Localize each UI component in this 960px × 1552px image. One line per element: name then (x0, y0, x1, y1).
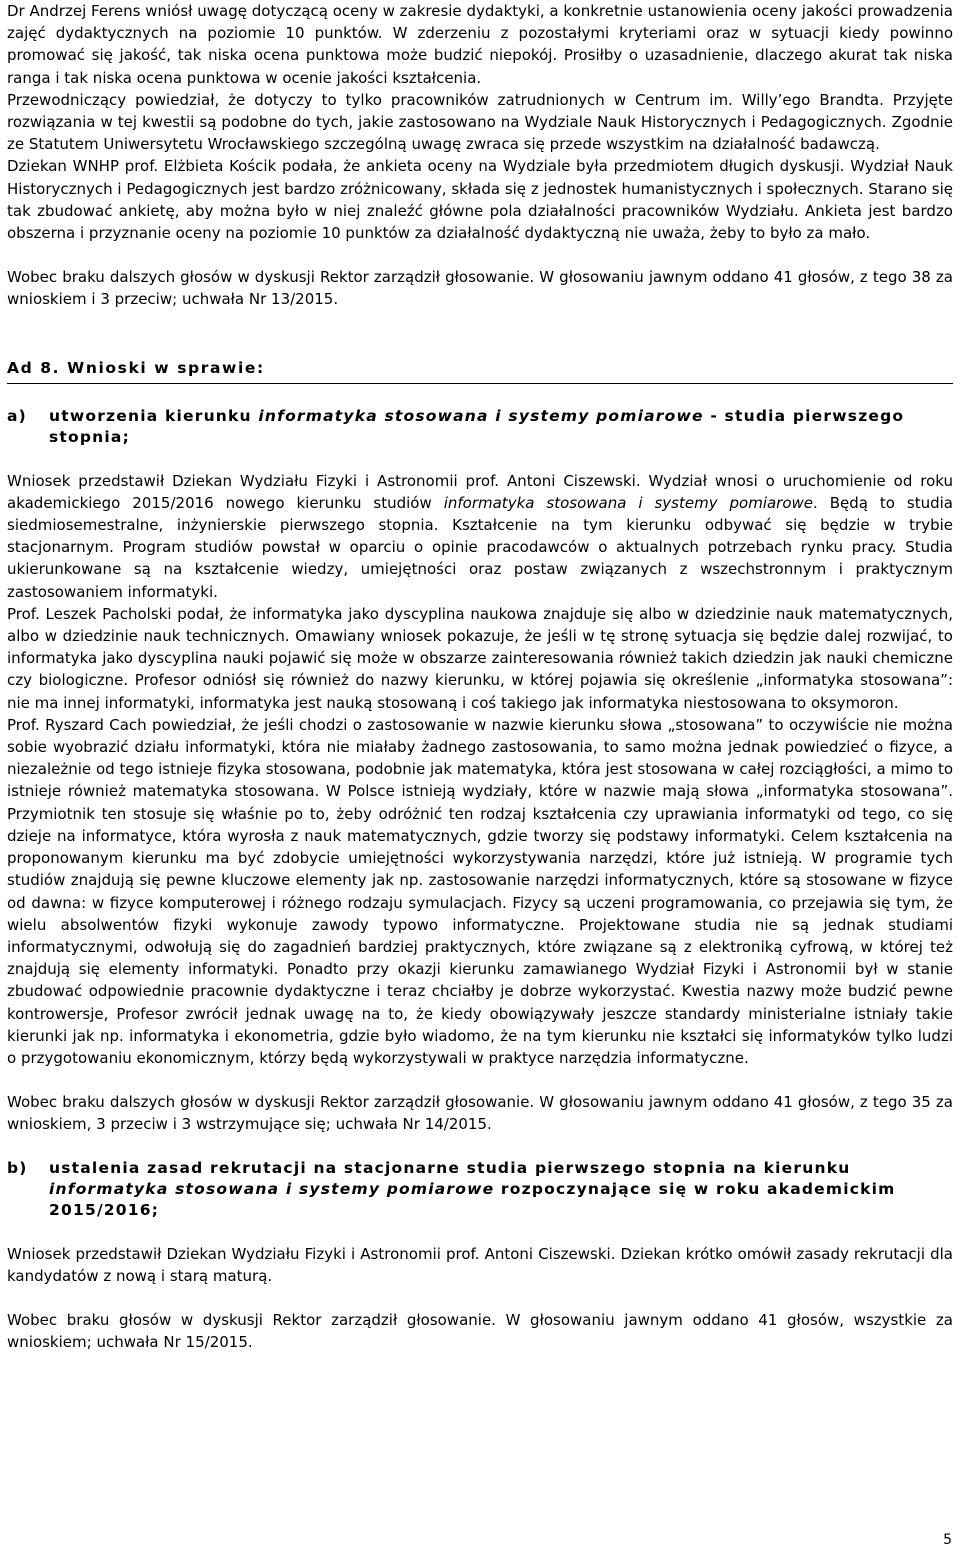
item-a-title: utworzenia kierunku informatyka stosowana i systemy pomiarowe - studia pierwszego stopnia; (49, 406, 905, 446)
document-page (7, 0, 953, 1353)
item-a-heading (7, 406, 953, 448)
paragraph-item-b-intro: Wniosek przedstawił Dziekan Wydziału Fizyki i Astronomii prof. Antoni Ciszewski. Dziekan krótko omówił zasady rekrutacji dla kandydatów z nową i starą maturą. (7, 1244, 953, 1285)
paragraph-chairman: Przewodniczący powiedział, że dotyczy to tylko pracowników zatrudnionych w Centrum im. Willy’ego Brandta. Przyjęte rozwiązania w tej kwestii są podobne do tych, jakie zastosowano na Wydziale Nauk Historycznych i Pedagogicznych. Zgodnie ze Statutem Uniwersytetu Wrocławskiego szczególną uwagę zwraca się przede wszystkim na działalność badawczą. (7, 90, 953, 154)
item-b-label: b) (7, 1158, 28, 1177)
item-a-label: a) (7, 406, 27, 425)
paragraph-ferens: Dr Andrzej Ferens wniósł uwagę dotyczącą oceny w zakresie dydaktyki, a konkretnie ustanowienia oceny jakości prowadzenia zajęć dydaktycznych na poziomie 10 punktów. W zderzeniu z pozostałymi kryteriami oraz w sytuacji kiedy powinno promować się jakość, tak niska ocena punktowa może budzić niepokój. Prosiłby o uzasadnienie, dlaczego akurat tak niska ranga i tak niska ocena punktowa w ocenie jakości kształcenia. (7, 2, 953, 87)
item-b-title: ustalenia zasad rekrutacji na stacjonarne studia pierwszego stopnia na kierunku informatyka stosowana i systemy pomiarowe rozpoczynające się w roku akademickim 2015/2016; (49, 1158, 896, 1219)
page-number: 5 (943, 1532, 952, 1548)
paragraph-pacholski: Prof. Leszek Pacholski podał, że informatyka jako dyscyplina naukowa znajduje się albo w dziedzinie nauk matematycznych, albo w dziedzinie nauk technicznych. Omawiany wniosek pokazuje, że jeśli w tę stronę sytuacja się będzie dalej rozwijać, to informatyka jako dyscyplina nauki pojawić się może w obszarze zainteresowania również takich dziedzin jak nauki chemiczne czy biologiczne. Profesor odniósł się również do nazwy kierunku, w której pojawia się określenie „informatyka stosowana”: nie ma innej informatyki, informatyka jest nauką stosowaną i coś takiego jak informatyka niestosowana to oksymoron. (7, 604, 953, 712)
item-b-heading (7, 1158, 953, 1221)
paragraph-koscik: Dziekan WNHP prof. Elżbieta Kościk podała, że ankieta oceny na Wydziale była przedmiotem długich dyskusji. Wydział Nauk Historycznych i Pedagogicznych jest bardzo zróżnicowany, składa się z jednostek humanistycznych i społecznych. Starano się tak zbudować ankietę, aby można było w niej znaleźć główne pola działalności pracowników Wydziału. Ankieta jest bardzo obszerna i przyznanie oceny na poziomie 10 punktów za działalność dydaktyczną nie uważa, żeby to było za mało. (7, 157, 953, 243)
vote-result-15: Wobec braku głosów w dyskusji Rektor zarządził głosowanie. W głosowaniu jawnym oddano 41 głosów, wszystkie za wnioskiem; uchwała Nr 15/2015. (7, 1310, 953, 1352)
paragraph-item-a-intro: Wniosek przedstawił Dziekan Wydziału Fizyki i Astronomii prof. Antoni Ciszewski. Wydział wnosi o uruchomienie od roku akademickiego 2015/2016 nowego kierunku studiów informatyka stosowana i systemy pomiarowe. Będą to studia siedmiosemestralne, inżynierskie pierwszego stopnia. Kształcenie na tym kierunku odbywać się będzie w trybie stacjonarnym. Program studiów powstał w oparciu o opinie pracodawców o aktualnych potrzebach rynku pracy. Studia ukierunkowane są na kształcenie wiedzy, umiejętności oraz postaw związanych z wszechstronnym i praktycznym zastosowaniem informatyki. (7, 471, 954, 601)
vote-result-14: Wobec braku dalszych głosów w dyskusji Rektor zarządził głosowanie. W głosowaniu jawnym oddano 41 głosów, z tego 35 za wnioskiem, 3 przeciw i 3 wstrzymujące się; uchwała Nr 14/2015. (7, 1093, 953, 1134)
paragraph-cach: Prof. Ryszard Cach powiedział, że jeśli chodzi o zastosowanie w nazwie kierunku słowa „stosowana” to oczywiście nie można sobie wyobrazić działu informatyki, która nie miałaby żadnego zastosowania, to samo można jednak powiedzieć o fizyce, a niezależnie od tego istnieje fizyka stosowana, podobnie jak matematyka, która jest stosowana w całej rozciągłości, a mimo to istnieje również matematyka stosowana. W Polsce istnieją wydziały, które w nazwie mają słowa „informatyka stosowana”. Przymiotnik ten stosuje się właśnie po to, żeby odróżnić ten rodzaj kształcenia czy uprawiania informatyki od tego, co się dzieje na informatyce, która wyrosła z nauk matematycznych, gdzie tworzy się podstawy informatyki. Celem kształcenia na proponowanym kierunku ma być zdobycie umiejętności wykorzystywania narzędzi, które już istnieją. W programie tych studiów znajdują się pewne kluczowe elementy jak np. zastosowanie narzędzi informatycznych, które są stosowane w fizyce od dawna: w fizyce komputerowej i różnego rodzaju symulacjach. Fizycy są uczeni programowania, co przejawia się tym, że wielu absolwentów fizyki wykonuje zawody typowo informatyczne. Projektowane studia nie są jednak studiami informatycznymi, odwołują się do zagadnień bardziej praktycznych, które związane są z elektroniką cyfrową, w której też znajdują się elementy informatyki. Ponadto przy okazji kierunku zamawianego Wydział Fizyki i Astronomii był w stanie zbudować odpowiednie pracownie dydaktyczne i teraz chciałby je dobrze wykorzystać. Kwestia nazwy może budzić pewne kontrowersje, Profesor zwrócił jednak uwagę na to, że kiedy obowiązywały jeszcze standardy ministerialne istniały takie kierunki jak np. informatyka i ekonometria, gdzie było wiadomo, że na tym kierunku nie kształci się informatyków tylko ludzi o przygotowaniu ekonomicznym, którzy będą wykorzystywali w praktyce narzędzia informatyczne. (7, 715, 953, 1067)
section-heading: Ad 8. Wnioski w sprawie: (7, 358, 265, 377)
vote-result-13: Wobec braku dalszych głosów w dyskusji Rektor zarządził głosowanie. W głosowaniu jawnym oddano 41 głosów, z tego 38 za wnioskiem i 3 przeciw; uchwała Nr 13/2015. (7, 268, 953, 309)
